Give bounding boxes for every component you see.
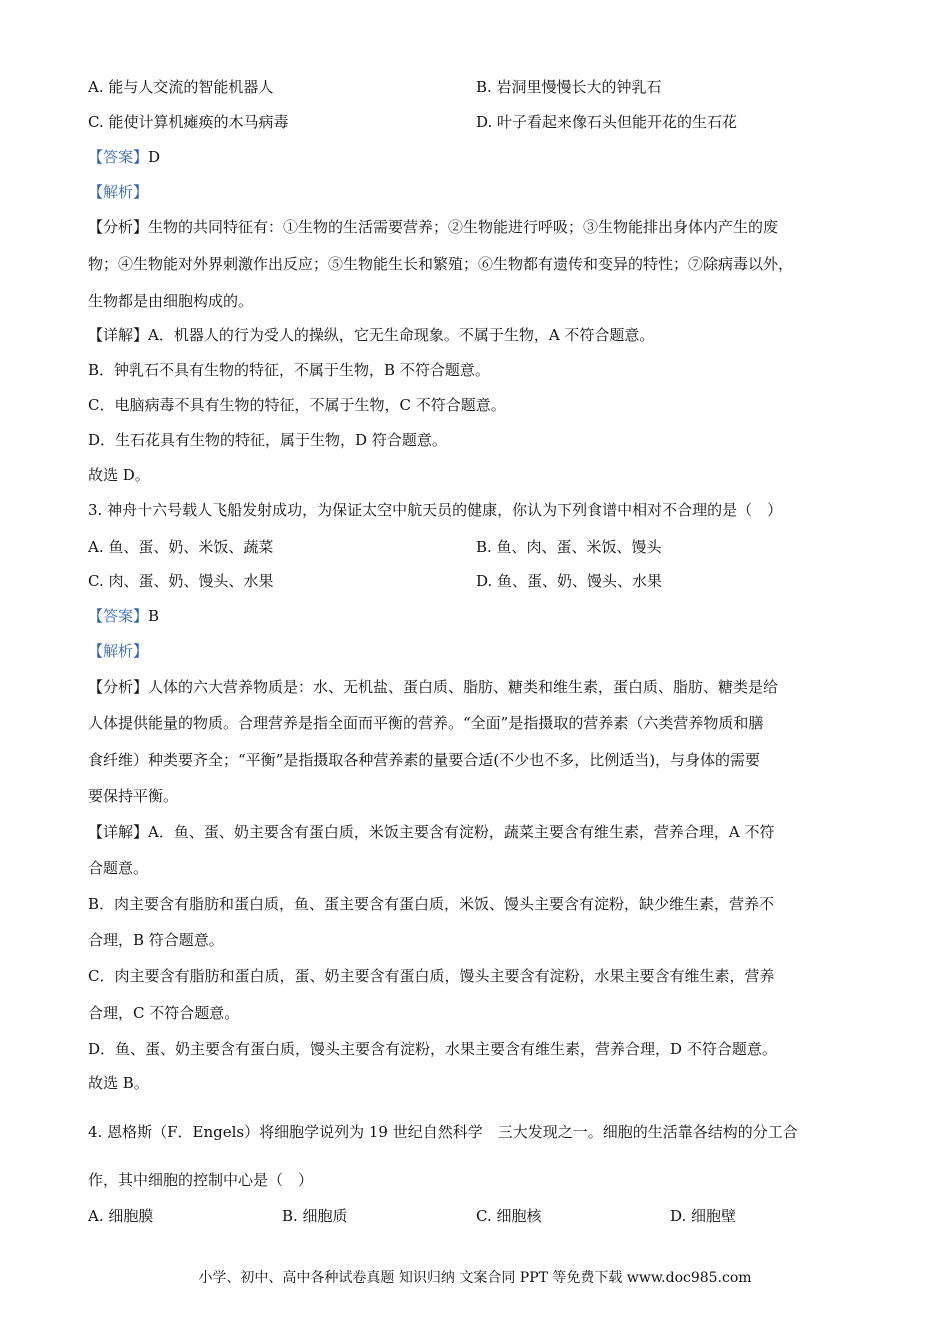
answer-tag: 【答案】 xyxy=(88,607,149,625)
q2-detail-line: C．电脑病毒不具有生物的特征，不属于生物，C 不符合题意。 xyxy=(88,396,506,414)
q2-detail-line: 【详解】A．机器人的行为受人的操纵，它无生命现象。不属于生物，A 不符合题意。 xyxy=(88,326,655,344)
q3-fenxi-line: 【分析】人体的六大营养物质是：水、无机盐、蛋白质、脂肪、糖类和维生素，蛋白质、脂肪、糖类是给 xyxy=(88,678,779,696)
q2-fenxi-line: 生物都是由细胞构成的。 xyxy=(88,292,254,310)
page-footer: 小学、初中、高中各种试卷真题 知识归纳 文案合同 PPT 等免费下载 www.doc985.com xyxy=(198,1270,752,1286)
q2-option-c: C. 能使计算机瘫痪的木马病毒 xyxy=(88,113,289,131)
q3-option-c: C. 肉、蛋、奶、馒头、水果 xyxy=(88,572,274,590)
q2-answer xyxy=(88,147,160,167)
q2-detail-line: B．钟乳石不具有生物的特征，不属于生物，B 不符合题意。 xyxy=(88,361,490,379)
q3-detail-line: B．肉主要含有脂肪和蛋白质，鱼、蛋主要含有蛋白质，米饭、馒头主要含有淀粉，缺少维生素，营养不 xyxy=(88,895,775,913)
q4-question-line: 4. 恩格斯（F．Engels）将细胞学说列为 19 世纪自然科学 三大发现之一。细胞的生活靠各结构的分工合 xyxy=(88,1123,798,1141)
q4-option-d: D. 细胞壁 xyxy=(670,1207,737,1225)
q2-option-a: A. 能与人交流的智能机器人 xyxy=(88,78,274,96)
q2-analysis-tag: 【解析】 xyxy=(88,183,149,201)
q3-answer xyxy=(88,606,159,626)
q3-option-a: A. 鱼、蛋、奶、米饭、蔬菜 xyxy=(88,538,274,556)
q3-detail-line: 合题意。 xyxy=(88,859,149,877)
q2-option-b: B. 岩洞里慢慢长大的钟乳石 xyxy=(476,78,662,96)
q3-question: 3. 神舟十六号载人飞船发射成功，为保证太空中航天员的健康，你认为下列食谱中相对不合理的是（ ） xyxy=(88,501,783,519)
q3-option-b: B. 鱼、肉、蛋、米饭、馒头 xyxy=(476,538,662,556)
q3-detail-line: 合理，C 不符合题意。 xyxy=(88,1004,240,1022)
q2-conclusion: 故选 D。 xyxy=(88,466,150,484)
q3-fenxi-line: 要保持平衡。 xyxy=(88,787,179,805)
answer-value: D xyxy=(148,148,161,166)
q3-conclusion: 故选 B。 xyxy=(88,1074,149,1092)
answer-value: B xyxy=(148,607,160,625)
q3-option-d: D. 鱼、蛋、奶、馒头、水果 xyxy=(476,572,663,590)
q2-option-d: D. 叶子看起来像石头但能开花的生石花 xyxy=(476,113,738,131)
q3-detail-line: D．鱼、蛋、奶主要含有蛋白质，馒头主要含有淀粉，水果主要含有维生素，营养合理，D 不符合题意。 xyxy=(88,1040,777,1058)
q3-detail-line: C．肉主要含有脂肪和蛋白质，蛋、奶主要含有蛋白质，馒头主要含有淀粉，水果主要含有维生素，营养 xyxy=(88,967,775,985)
q4-option-c: C. 细胞核 xyxy=(476,1207,542,1225)
q2-fenxi-line: 物；④生物能对外界刺激作出反应；⑤生物能生长和繁殖；⑥生物都有遗传和变异的特性；⑦除病毒以外， xyxy=(88,255,794,273)
answer-tag: 【答案】 xyxy=(88,148,149,166)
q4-question-line: 作，其中细胞的控制中心是（ ） xyxy=(88,1171,314,1189)
q4-option-a: A. 细胞膜 xyxy=(88,1207,154,1225)
q3-detail-line: 合理，B 符合题意。 xyxy=(88,931,224,949)
q3-detail-line: 【详解】A．鱼、蛋、奶主要含有蛋白质，米饭主要含有淀粉，蔬菜主要含有维生素，营养合理，A 不符 xyxy=(88,823,775,841)
q4-option-b: B. 细胞质 xyxy=(282,1207,348,1225)
q3-fenxi-line: 人体提供能量的物质。合理营养是指全面而平衡的营养。“全面”是指摄取的营养素（六类营养物质和膳 xyxy=(88,714,764,732)
q2-detail-line: D．生石花具有生物的特征，属于生物，D 符合题意。 xyxy=(88,431,447,449)
q3-fenxi-line: 食纤维）种类要齐全；“平衡”是指摄取各种营养素的量要合适(不少也不多，比例适当)，与身体的需要 xyxy=(88,751,761,769)
q3-analysis-tag: 【解析】 xyxy=(88,642,149,660)
q2-fenxi-line: 【分析】生物的共同特征有：①生物的生活需要营养；②生物能进行呼吸；③生物能排出身体内产生的废 xyxy=(88,218,779,236)
